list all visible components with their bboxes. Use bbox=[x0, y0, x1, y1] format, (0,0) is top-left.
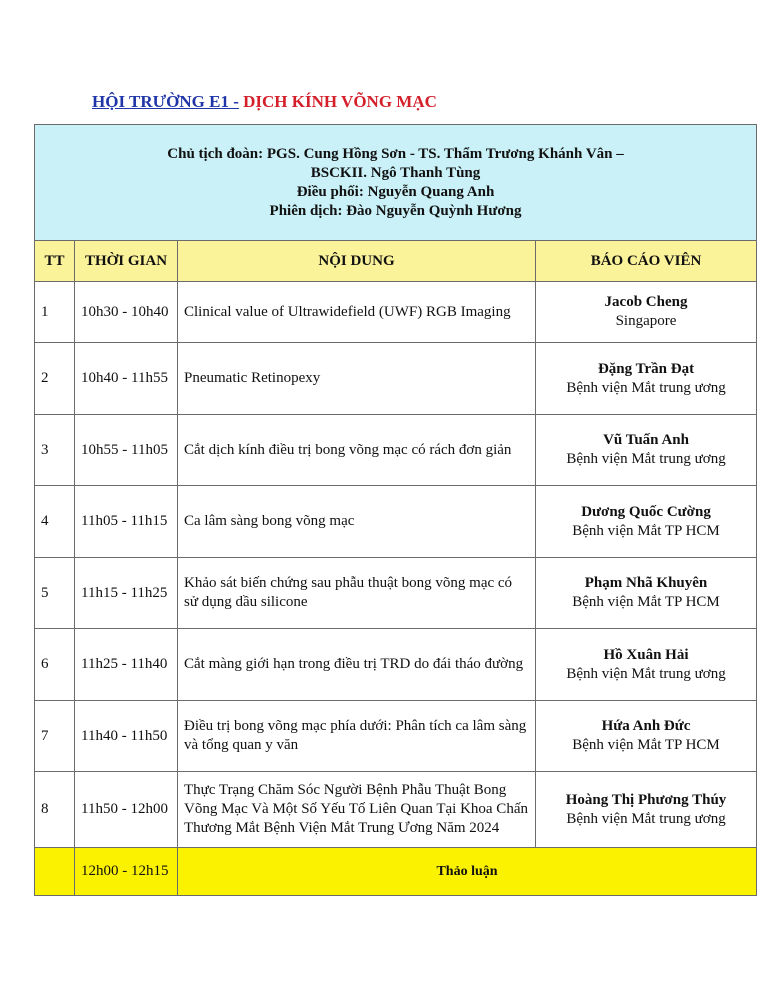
speaker-affiliation: Bệnh viện Mắt trung ương bbox=[566, 379, 726, 396]
row-number: 6 bbox=[35, 629, 75, 701]
speaker-affiliation: Bệnh viện Mắt trung ương bbox=[566, 665, 726, 682]
row-speaker bbox=[536, 343, 757, 415]
row-time: 11h15 - 11h25 bbox=[75, 558, 178, 629]
table-row bbox=[35, 772, 757, 848]
row-speaker bbox=[536, 486, 757, 558]
speaker-name: Phạm Nhã Khuyên bbox=[584, 575, 708, 591]
row-content: Clinical value of Ultrawidefield (UWF) RGB Imaging bbox=[178, 282, 536, 343]
row-speaker bbox=[536, 558, 757, 629]
header-speaker: BÁO CÁO VIÊN bbox=[536, 241, 757, 282]
row-number: 3 bbox=[35, 415, 75, 486]
row-content: Cắt màng giới hạn trong điều trị TRD do đái tháo đường bbox=[178, 629, 536, 701]
table-row bbox=[35, 343, 757, 415]
row-speaker bbox=[536, 415, 757, 486]
speaker-affiliation: Bệnh viện Mắt TP HCM bbox=[572, 737, 720, 753]
table-row bbox=[35, 629, 757, 701]
table-header-row bbox=[35, 241, 757, 282]
row-content: Điều trị bong võng mạc phía dưới: Phân tích ca lâm sàng và tổng quan y văn bbox=[178, 701, 536, 772]
table-row bbox=[35, 558, 757, 629]
speaker-affiliation: Bệnh viện Mắt trung ương bbox=[566, 451, 726, 467]
row-content: Cắt dịch kính điều trị bong võng mạc có rách đơn giản bbox=[178, 415, 536, 486]
row-time: 10h30 - 10h40 bbox=[75, 282, 178, 343]
row-number: 4 bbox=[35, 486, 75, 558]
row-time: 11h40 - 11h50 bbox=[75, 701, 178, 772]
row-number: 5 bbox=[35, 558, 75, 629]
row-content: Ca lâm sàng bong võng mạc bbox=[178, 486, 536, 558]
row-number: 8 bbox=[35, 772, 75, 848]
row-content: Khảo sát biến chứng sau phẫu thuật bong võng mạc có sử dụng dầu silicone bbox=[178, 558, 536, 629]
row-time: 10h55 - 11h05 bbox=[75, 415, 178, 486]
speaker-name: Hoàng Thị Phương Thúy bbox=[565, 791, 727, 808]
speaker-affiliation: Bệnh viện Mắt TP HCM bbox=[572, 594, 720, 610]
row-time: 11h25 - 11h40 bbox=[75, 629, 178, 701]
header-tt: TT bbox=[35, 241, 75, 282]
speaker-affiliation: Bệnh viện Mắt trung ương bbox=[566, 810, 726, 827]
hall-label: HỘI TRƯỜNG E1 - bbox=[92, 92, 239, 111]
row-speaker bbox=[536, 701, 757, 772]
speaker-name: Jacob Cheng bbox=[604, 294, 688, 310]
speaker-name: Hồ Xuân Hải bbox=[603, 646, 689, 663]
table-row bbox=[35, 701, 757, 772]
row-number: 1 bbox=[35, 282, 75, 343]
table-row bbox=[35, 486, 757, 558]
row-speaker bbox=[536, 772, 757, 848]
chair-panel bbox=[35, 125, 757, 241]
table-row bbox=[35, 282, 757, 343]
header-time: THỜI GIAN bbox=[75, 241, 178, 282]
row-content: Pneumatic Retinopexy bbox=[178, 343, 536, 415]
speaker-name: Vũ Tuấn Anh bbox=[603, 432, 689, 448]
discussion-label: Thảo luận bbox=[178, 848, 757, 896]
row-number: 2 bbox=[35, 343, 75, 415]
schedule-table bbox=[34, 124, 757, 896]
discussion-time: 12h00 - 12h15 bbox=[75, 848, 178, 896]
row-time: 11h50 - 12h00 bbox=[75, 772, 178, 848]
row-speaker bbox=[536, 629, 757, 701]
coordinator-line: Điều phối: Nguyễn Quang Anh bbox=[296, 183, 495, 200]
discussion-number bbox=[35, 848, 75, 896]
table-row bbox=[35, 415, 757, 486]
chair-line: Chủ tịch đoàn: PGS. Cung Hồng Sơn - TS. Thẩm Trương Khánh Vân – bbox=[167, 145, 624, 162]
page-title bbox=[92, 92, 437, 112]
speaker-name: Đặng Trần Đạt bbox=[597, 360, 695, 377]
speaker-affiliation: Bệnh viện Mắt TP HCM bbox=[572, 522, 720, 539]
speaker-affiliation: Singapore bbox=[615, 313, 677, 329]
chair-line: BSCKII. Ngô Thanh Tùng bbox=[310, 164, 481, 181]
row-speaker bbox=[536, 282, 757, 343]
row-number: 7 bbox=[35, 701, 75, 772]
row-content: Thực Trạng Chăm Sóc Người Bệnh Phẫu Thuật Bong Võng Mạc Và Một Số Yếu Tố Liên Quan Tại Khoa Chấn Thương Mắt Bệnh Viện Mắt Trung Ương Năm 2024 bbox=[178, 772, 536, 848]
row-time: 11h05 - 11h15 bbox=[75, 486, 178, 558]
speaker-name: Hứa Anh Đức bbox=[601, 718, 691, 734]
header-content: NỘI DUNG bbox=[178, 241, 536, 282]
session-topic: DỊCH KÍNH VÕNG MẠC bbox=[243, 92, 437, 111]
interpreter-line: Phiên dịch: Đào Nguyễn Quỳnh Hương bbox=[269, 202, 522, 219]
row-time: 10h40 - 11h55 bbox=[75, 343, 178, 415]
discussion-row bbox=[35, 848, 757, 896]
speaker-name: Dương Quốc Cường bbox=[581, 503, 711, 520]
